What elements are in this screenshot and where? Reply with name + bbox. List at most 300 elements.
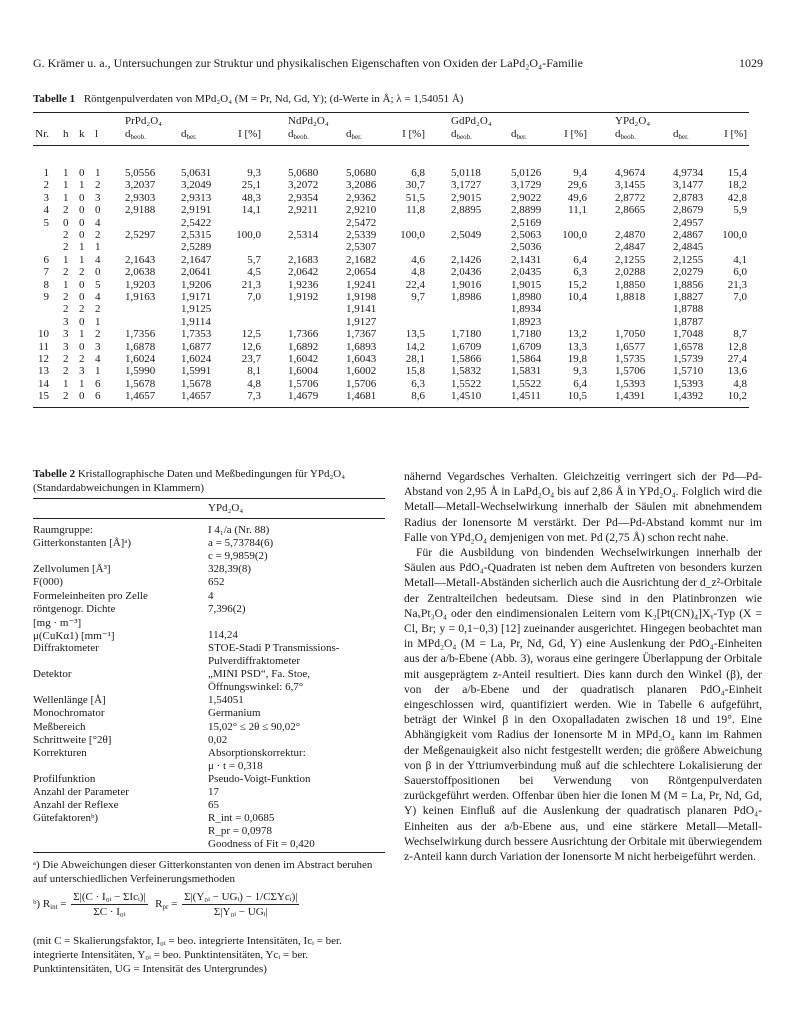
table2-caption-text: Kristallographische Daten und Meßbedingungen für YPd₂O₄ (Standardabweichungen in Klammern) xyxy=(33,468,346,494)
table1-cell: 1,8856 xyxy=(673,278,704,291)
table2-label-cell: Gitterkonstanten [Å]ᵃ) xyxy=(33,537,132,550)
table1-cell: 18,2 xyxy=(727,179,747,192)
table1-cell: 5,9 xyxy=(733,204,747,217)
table1-cell: 1 xyxy=(79,179,85,192)
table1-cell: 1 xyxy=(95,241,101,254)
table1-cell: 3 xyxy=(43,191,49,204)
table1-col-header: h xyxy=(63,128,69,140)
table1-cell: 3 xyxy=(79,365,85,378)
table1-cell: 2 xyxy=(95,229,101,241)
table1-cell: 1,9198 xyxy=(346,291,377,303)
table1-cell: 8,6 xyxy=(411,390,425,403)
table1-col-subscript: ber. xyxy=(186,133,197,141)
table2-caption xyxy=(33,467,383,495)
table2-label-cell: röntgenogr. Dichte xyxy=(33,602,116,615)
table1-cell: 2,1255 xyxy=(673,253,704,266)
body-paragraph-2: Für die Ausbildung von bindenden Wechselwirkungen innerhalb der Säulen aus PdO₄-Quadraten ist neben dem Auftreten von besonders kurzen Metall—Metall-Abständen sicherlich auch die Ausrichtung der d_z²-Orbitale der Zentralteilchen bedeutsam. Diese sind in den Platinbronzen wie NaₓPt₃O₄ oder den eindimensionalen Leitern vom K₂[Pt(CN)₄]Xᵧ-Typ (X = Cl, Br; y = 0,1−0,3) [12] zueinander ausgerichtet. Hingegen beobachtet man in MPd₂O₄ (M = La, Pr, Nd, Gd, Y) eine Auslenkung der PdO₄-Einheiten aus der a/b-Ebene (Abb. 3), woraus eine geringere Überlappung der Orbitale mit ausgeprägtem z-Anteil resultiert. Dies kann durch den Winkel (β), der von der a/b-Ebene und der quadratisch planaren PdO₄-Einheit eingeschlossen wird, quantifiziert werden. Wie in Tabelle 6 aufgeführt, beträgt der Winkel β in den Oxopalladaten zwischen 18 und 19°. Eine Abhängigkeit vom Radius der Ionensorte M in MPd₂O₄ kann im Rahmen der Meßgenauigkeit also nicht festgestellt werden; die größere Abweichung von β in der Yttriumverbindung muß auf die schlechtere Lokalisierung der Sauerstoffpositionen bei Verwendung von Röntgenpulverdaten zurückgeführt werden. Offenbar üben hier die Ionen M (M = La, Pr, Nd, Gd, Y) keinen Einfluß auf die Auslenkung der quadratisch planaren PdO₄-Einheiten aus der a/b-Ebene aus, und eine stärkere Metall—Metall-Wechselwirkung durch bessere Ausrichtung der Orbitale mit überwiegendem z-Anteil kann durch Variation der Ionensorte M nicht herbeigeführt werden. xyxy=(404,546,762,864)
table1-cell: 2,9313 xyxy=(181,191,212,204)
table1-cell: 51,5 xyxy=(405,191,425,204)
table1-cell: 7 xyxy=(43,266,49,279)
table1-cell: 3,2072 xyxy=(288,179,319,192)
table1-cell: 1 xyxy=(95,167,101,179)
table1-cell: 8 xyxy=(43,278,49,291)
table1-col-subscript: beob. xyxy=(456,133,472,141)
table1-cell: 3 xyxy=(95,340,101,353)
table1-cell: 12 xyxy=(38,353,49,365)
table1-cell: 1,9236 xyxy=(288,278,319,291)
table1-cell: 2 xyxy=(79,266,85,279)
table1-cell: 2,0641 xyxy=(181,266,212,279)
table1-col-header: $d_{beob.}$ xyxy=(615,128,636,141)
table1-cell: 2,0435 xyxy=(511,266,542,279)
table1-cell: 2 xyxy=(63,390,69,403)
table1-cell: 6 xyxy=(95,377,101,390)
table1-cell: 2,9191 xyxy=(181,204,212,217)
table1-cell: 1,6709 xyxy=(451,340,482,353)
table1-col-subscript: ber. xyxy=(516,133,527,141)
table1-cell: 1 xyxy=(63,278,69,291)
table1-cell: 1,4681 xyxy=(346,390,377,403)
table1-cell: 1 xyxy=(79,328,85,341)
table1-cell: 1 xyxy=(63,191,69,204)
table1-cell: 3,1727 xyxy=(451,179,482,192)
table1-cell: 13,5 xyxy=(405,328,425,341)
table1-cell: 2,5289 xyxy=(181,241,212,254)
table1-cell: 1,5522 xyxy=(451,377,482,390)
table1-cell: 100,0 xyxy=(722,229,747,241)
table1-cell: 9 xyxy=(43,291,49,303)
table1-cell: 2,5297 xyxy=(125,229,156,241)
table1-cell: 6,4 xyxy=(573,253,587,266)
table1-bottom-rule xyxy=(33,407,749,408)
table1-cell: 1,7356 xyxy=(125,328,156,341)
footnote-b-formula: ᵇ) $R_{int}$ = $\frac{\text{Σ|(C · I₀ᵢ − ΣIcᵢ)|}}{\text{ΣC · I₀ᵢ}}$ $R_{pr}$ = $\frac{\text{Σ|(Y₀ᵢ − UGᵢ) − 1/CΣYcᵢ)|}}{\text{Σ|Y₀ᵢ − UGᵢ|}}$ xyxy=(33,891,298,918)
table1-cell: 1,4391 xyxy=(615,390,646,403)
table1-cell: 1,9016 xyxy=(451,278,482,291)
table1-cell: 5 xyxy=(95,278,101,291)
table1-cell: 1,7353 xyxy=(181,328,212,341)
table1-cell: 2,1426 xyxy=(451,253,482,266)
table1-cell: 29,6 xyxy=(567,179,587,192)
table1-cell: 1,9206 xyxy=(181,278,212,291)
table1-col-subscript: ber. xyxy=(678,133,689,141)
table1-cell: 2,5307 xyxy=(346,241,377,254)
table1-cell: 9,3 xyxy=(247,167,261,179)
table1-cell: 19,8 xyxy=(567,353,587,365)
table1-cell: 2 xyxy=(63,229,69,241)
table2-value-cell: R_int = 0,0685 xyxy=(208,812,275,825)
table2-value-cell: 652 xyxy=(208,576,225,589)
table1-cell: 2,1255 xyxy=(615,253,646,266)
table1-cell: 1,5706 xyxy=(615,365,646,378)
table1-cell: 1 xyxy=(79,241,85,254)
table1-cell: 1,6893 xyxy=(346,340,377,353)
table1-cell: 1,8980 xyxy=(511,291,542,303)
table1-cell: 2 xyxy=(63,353,69,365)
table2-value-cell: 114,24 xyxy=(208,628,238,641)
table1-cell: 1,9141 xyxy=(346,303,377,316)
table1-cell: 49,6 xyxy=(567,191,587,204)
table2-label-cell: Formeleinheiten pro Zelle xyxy=(33,589,148,602)
table1-cell: 1,5735 xyxy=(615,353,646,365)
table1-cell: 2,9303 xyxy=(125,191,156,204)
table1-cell: 11,8 xyxy=(406,204,425,217)
table1-cell: 1,9127 xyxy=(346,315,377,328)
table1-cell: 2,1682 xyxy=(346,253,377,266)
table1-cell: 2,1643 xyxy=(125,253,156,266)
table2-label-cell: Meßbereich xyxy=(33,720,86,733)
footnote-b-legend: (mit C = Skalierungsfaktor, I₀ᵢ = beo. integrierte Intensitäten, Icᵢ = ber. integrierte Intensitäten, Y₀ᵢ = beo. Punktintensitäten, Ycᵢ = ber. Punktintensitäten, UG = Intensität des Untergrundes) xyxy=(33,935,342,975)
running-header xyxy=(33,56,763,71)
table1-cell: 4,1 xyxy=(733,253,747,266)
table1-cell: 1,6024 xyxy=(125,353,156,365)
table1-cell: 6 xyxy=(43,253,49,266)
table2-value-cell: 7,396(2) xyxy=(208,602,246,615)
table2-header-rule xyxy=(33,518,385,519)
table1-cell: 2 xyxy=(63,365,69,378)
table2-value-cell: Pulverdiffraktometer xyxy=(208,655,301,667)
table2-value-cell: 328,39(8) xyxy=(208,563,252,576)
table1-cell: 1,5678 xyxy=(125,377,156,390)
table1-cell: 48,3 xyxy=(241,191,261,204)
table1-cell: 1,5832 xyxy=(451,365,482,378)
table1-cell: 1,9171 xyxy=(181,291,212,303)
table2-value-cell: c = 9,9859(2) xyxy=(208,550,268,563)
table1-group-header: GdPd₂O₄ xyxy=(451,115,492,127)
table1-cell: 10,5 xyxy=(567,390,587,403)
table1-cell: 5,0556 xyxy=(125,167,156,179)
table1-cell: 0 xyxy=(79,315,85,328)
table2-label-cell: Anzahl der Reflexe xyxy=(33,799,119,812)
table1-cell: 1 xyxy=(43,167,49,179)
table1-cell: 1,6578 xyxy=(673,340,704,353)
table1-cell: 10,2 xyxy=(727,390,747,403)
table1-cell: 1,4392 xyxy=(673,390,704,403)
table1-cell: 1,6878 xyxy=(125,340,156,353)
table1-cell: 3,2037 xyxy=(125,179,156,192)
table2-value-cell: Absorptionskorrektur: xyxy=(208,746,306,759)
table2-value-cell: Pseudo-Voigt-Funktion xyxy=(208,772,311,785)
table1-cell: 2,1647 xyxy=(181,253,212,266)
table1-cell: 2,4847 xyxy=(615,241,646,254)
table1-cell: 2,4957 xyxy=(673,216,704,229)
table1-cell: 1,6024 xyxy=(181,353,212,365)
table1-cell: 5,0126 xyxy=(511,167,542,179)
table1-cell: 1,6892 xyxy=(288,340,319,353)
table1-cell: 3 xyxy=(63,340,69,353)
table1-caption-text: Röntgenpulverdaten von MPd₂O₄ (M = Pr, Nd, Gd, Y); (d-Werte in Å; λ = 1,54051 Å) xyxy=(83,93,464,105)
rpr-fraction: $\frac{\text{Σ|(Y₀ᵢ − UGᵢ) − 1/CΣYcᵢ)|}}{\text{Σ|Y₀ᵢ − UGᵢ|}}$ xyxy=(184,891,298,918)
table1-cell: 15 xyxy=(38,390,49,403)
table2-label-cell: [mg · m⁻³] xyxy=(33,616,82,629)
table1-cell: 1,8986 xyxy=(451,291,482,303)
table1-col-subscript: beob. xyxy=(293,133,309,141)
table1-cell: 12,5 xyxy=(241,328,261,341)
table1-cell: 4 xyxy=(95,216,101,229)
table1-cell: 0 xyxy=(79,191,85,204)
table1-cell: 2 xyxy=(63,266,69,279)
table1-cell: 2,5422 xyxy=(181,216,212,229)
table1-cell: 1,6042 xyxy=(288,353,319,365)
table2-value-cell: „MINI PSD“, Fa. Stoe, xyxy=(208,668,311,681)
table1-cell: 1 xyxy=(95,365,101,378)
table2-value-cell: 1,54051 xyxy=(208,694,244,707)
table1-cell: 4,8 xyxy=(733,377,747,390)
table1-cell: 15,8 xyxy=(405,365,425,378)
table2-label-cell: μ(CuKα1) [mm⁻¹] xyxy=(33,629,115,642)
table1-cell: 2,5314 xyxy=(288,229,319,241)
table1-cell: 1,5864 xyxy=(511,353,542,365)
table1-cell: 1,8923 xyxy=(511,315,542,328)
table2-top-rule xyxy=(33,498,385,499)
table1-cell: 100,0 xyxy=(236,229,261,241)
table1-cell: 2,0638 xyxy=(125,266,156,279)
table1-cell: 1,9015 xyxy=(511,278,542,291)
table1-top-rule xyxy=(33,112,749,113)
table1-cell: 7,3 xyxy=(247,390,261,403)
table1-cell: 1,7367 xyxy=(346,328,377,341)
table1-cell: 2,5315 xyxy=(181,229,212,241)
table1-cell: 1,8787 xyxy=(673,315,704,328)
table1-cell: 1,5393 xyxy=(615,377,646,390)
table1-cell: 2,9211 xyxy=(288,204,318,217)
table1-cell: 7,0 xyxy=(733,291,747,303)
table1-cell: 0 xyxy=(79,390,85,403)
table1-col-header: I [%] xyxy=(724,128,747,140)
table1-cell: 6,0 xyxy=(733,266,747,279)
table1-cell: 1,6877 xyxy=(181,340,212,353)
table1-cell: 5,0631 xyxy=(181,167,212,179)
table1-cell: 1,9114 xyxy=(181,315,211,328)
table1-cell: 1,9125 xyxy=(181,303,212,316)
table1-cell: 1,7048 xyxy=(673,328,704,341)
table1-cell: 5,0680 xyxy=(346,167,377,179)
table1-cell: 2 xyxy=(63,241,69,254)
table1-cell: 15,4 xyxy=(727,167,747,179)
table2-value-cell: Germanium xyxy=(208,707,261,720)
table2-value-cell: 4 xyxy=(208,589,214,602)
table2-label-cell: Monochromator xyxy=(33,707,105,720)
table1-cell: 15,2 xyxy=(567,278,587,291)
table1-cell: 0 xyxy=(79,291,85,303)
table1-cell: 1,6043 xyxy=(346,353,377,365)
table1-col-header: $d_{beob.}$ xyxy=(451,128,472,141)
table2-value-cell: 0,02 xyxy=(208,733,228,746)
table1-cell: 2 xyxy=(63,204,69,217)
table1-cell: 1,5393 xyxy=(673,377,704,390)
table1-cell: 1,4657 xyxy=(181,390,212,403)
table1-cell: 2,0436 xyxy=(451,266,482,279)
table1-cell: 2,8895 xyxy=(451,204,482,217)
rint-fraction: $\frac{\text{Σ|(C · I₀ᵢ − ΣIcᵢ)|}}{\text{ΣC · I₀ᵢ}}$ xyxy=(73,891,146,918)
table1-cell: 11 xyxy=(38,340,49,353)
table1-cell: 5,0680 xyxy=(288,167,319,179)
table1-cell: 0 xyxy=(63,216,69,229)
table1-col-header: $d_{ber.}$ xyxy=(346,128,362,141)
table1-cell: 2,4870 xyxy=(615,229,646,241)
table1-cell: 2,5169 xyxy=(511,216,542,229)
table1-cell: 13,6 xyxy=(727,365,747,378)
table1-cell: 4,8 xyxy=(411,266,425,279)
table1-cell: 2,9210 xyxy=(346,204,377,217)
table1-col-header: $d_{beob.}$ xyxy=(125,128,146,141)
table1-cell: 3,1477 xyxy=(673,179,704,192)
table2-value-cell: Öffnungswinkel: 6,7° xyxy=(208,681,304,694)
table1-cell: 1 xyxy=(63,167,69,179)
table1-cell: 6,8 xyxy=(411,167,425,179)
table1-cell: 2,8679 xyxy=(673,204,704,217)
table1-cell: 2,9362 xyxy=(346,191,377,204)
table2-value-cell: 15,02° ≤ 2θ ≤ 90,02° xyxy=(208,720,301,733)
table1-cell: 1,8850 xyxy=(615,278,646,291)
table1-cell: 1 xyxy=(95,315,101,328)
table1-cell: 100,0 xyxy=(400,229,425,241)
table1-col-header: Nr. xyxy=(35,128,49,140)
table1-cell: 2,9354 xyxy=(288,191,319,204)
table1-cell: 1,7366 xyxy=(288,328,319,341)
table1-cell: 9,4 xyxy=(573,167,587,179)
table1-cell: 14,2 xyxy=(405,340,425,353)
table1-cell: 6,4 xyxy=(573,377,587,390)
table1-cell: 1 xyxy=(79,377,85,390)
table1-cell: 5 xyxy=(43,216,49,229)
table1-cell: 1 xyxy=(63,377,69,390)
table1-cell: 2,9022 xyxy=(511,191,542,204)
table1-cell: 2 xyxy=(79,303,85,316)
table2-value-cell: a = 5,73784(6) xyxy=(208,537,274,550)
body-paragraph-1: nähernd Vegardsches Verhalten. Gleichzeitig verringert sich der Pd—Pd-Abstand von 2,95 Å in LaPd₂O₄ bis auf 2,86 Å in YPd₂O₄. Folglich wird die Metall—Metall-Wechselwirkung innerhalb der Säulen mit abnehmendem Radius der Ionensorte M verstärkt. Der Pd—Pd-Abstand kommt nur im Falle von YPd₂O₄ demjenigen von met. Pd (2,75 Å) schon recht nahe. xyxy=(404,470,762,544)
table1-cell: 0 xyxy=(79,216,85,229)
table1-cell: 14,1 xyxy=(241,204,261,217)
page-number: 1029 xyxy=(739,56,763,70)
table2-value-cell: I 4₁/a (Nr. 88) xyxy=(208,524,270,536)
table1-cell: 3,1455 xyxy=(615,179,646,192)
table1-cell: 23,7 xyxy=(241,353,261,365)
table1-cell: 13,3 xyxy=(567,340,587,353)
table1-col-header: l xyxy=(95,128,99,140)
table1-cell: 30,7 xyxy=(405,179,425,192)
table2-label-cell: Anzahl der Parameter xyxy=(33,786,129,798)
table1-cell: 2 xyxy=(95,179,101,192)
table1-cell: 7,0 xyxy=(247,291,261,303)
table1-cell: 3 xyxy=(63,315,69,328)
table1-cell: 13 xyxy=(38,365,49,378)
table1-cell: 2,0288 xyxy=(615,266,646,279)
table1-col-header: $d_{beob.}$ xyxy=(288,128,309,141)
table1-cell: 4 xyxy=(43,204,49,217)
table1-cell: 6,3 xyxy=(411,377,425,390)
table1-cell: 2,0654 xyxy=(346,266,377,279)
table1-cell: 2,0279 xyxy=(673,266,704,279)
table2-label-cell: Profilfunktion xyxy=(33,772,96,785)
table1-cell: 2,4845 xyxy=(673,241,704,254)
table1-col-header: k xyxy=(79,128,85,140)
table1-cell: 4 xyxy=(95,291,101,303)
table1-cell: 1,5991 xyxy=(181,365,212,378)
table1-cell: 5,0118 xyxy=(451,167,481,179)
table1-cell: 1 xyxy=(63,253,69,266)
table1-cell: 2,5339 xyxy=(346,229,377,241)
table2-label-cell: Zellvolumen [Å³] xyxy=(33,563,111,576)
table2-label: Tabelle 2 xyxy=(33,468,76,480)
table2-value-cell: μ · t = 0,318 xyxy=(208,759,263,772)
table1-cell: 2,5063 xyxy=(511,229,542,241)
table1-cell: 42,8 xyxy=(727,191,747,204)
table1-cell: 2,5472 xyxy=(346,216,377,229)
table1-caption xyxy=(33,93,463,105)
table2-label-cell: Raumgruppe: xyxy=(33,524,93,536)
table1-cell: 2,8899 xyxy=(511,204,542,217)
table1-cell: 21,3 xyxy=(241,278,261,291)
table1-cell: 2 xyxy=(63,291,69,303)
table1-cell: 22,4 xyxy=(405,278,425,291)
table1-cell: 9,7 xyxy=(411,291,425,303)
table1-col-header: I [%] xyxy=(402,128,425,140)
table2-label-cell: Detektor xyxy=(33,668,72,681)
table1-cell: 4 xyxy=(95,253,101,266)
table1-cell: 1,9192 xyxy=(288,291,319,303)
table1-group-header: YPd₂O₄ xyxy=(615,115,651,127)
table1-cell: 2 xyxy=(95,303,101,316)
table1-cell: 14 xyxy=(38,377,49,390)
table1-cell: 2,5036 xyxy=(511,241,542,254)
table1-cell: 6,3 xyxy=(573,266,587,279)
table2-value-cell: 65 xyxy=(208,799,219,812)
table1-cell: 1,7050 xyxy=(615,328,646,341)
table1-cell: 1,5831 xyxy=(511,365,542,378)
table1-cell: 0 xyxy=(79,278,85,291)
table1-cell: 4,9674 xyxy=(615,167,646,179)
table1-cell: 1,5710 xyxy=(673,365,704,378)
table1-cell: 2,8665 xyxy=(615,204,646,217)
table1-cell: 3 xyxy=(63,328,69,341)
table1-cell: 1,6709 xyxy=(511,340,542,353)
table1-cell: 1,4657 xyxy=(125,390,156,403)
table1-cell: 0 xyxy=(95,204,101,217)
table1-label: Tabelle 1 xyxy=(33,93,76,105)
table1-cell: 1,5522 xyxy=(511,377,542,390)
table1-cell: 1,7180 xyxy=(451,328,482,341)
table2-label-cell: Schrittweite [°2θ] xyxy=(33,733,112,746)
table1-cell: 0 xyxy=(95,266,101,279)
table1-cell: 4,6 xyxy=(411,253,425,266)
table2-label-cell: Gütefaktorenᵇ) xyxy=(33,812,99,825)
table1-cell: 2,9015 xyxy=(451,191,482,204)
table1-cell: 1 xyxy=(79,253,85,266)
table1-cell: 1,5706 xyxy=(346,377,377,390)
table1-cell: 6 xyxy=(95,390,101,403)
table1-cell: 13,2 xyxy=(567,328,587,341)
table1-cell: 28,1 xyxy=(405,353,425,365)
table1-cell: 1,6004 xyxy=(288,365,319,378)
table1-col-header: $d_{ber.}$ xyxy=(511,128,527,141)
table1-group-header: PrPd₂O₄ xyxy=(125,115,163,127)
table2-label-cell: Diffraktometer xyxy=(33,641,99,654)
table1-cell: 3,2049 xyxy=(181,179,212,192)
table1-group-header: NdPd₂O₄ xyxy=(288,115,329,127)
table2-value-cell: 17 xyxy=(208,786,219,798)
table2-value-cell: Goodness of Fit = 0,420 xyxy=(208,838,315,851)
table1-cell: 2,8783 xyxy=(673,191,704,204)
table1-cell: 2 xyxy=(95,328,101,341)
footnote-a: ᵃ) Die Abweichungen dieser Gitterkonstanten von denen im Abstract beruhen auf unterschiedlichen Verfeinerungsmethoden xyxy=(33,859,373,885)
table1-cell: 1 xyxy=(63,179,69,192)
table1-cell: 0 xyxy=(79,167,85,179)
table1-cell: 10,4 xyxy=(567,291,587,303)
table1-col-header: I [%] xyxy=(238,128,261,140)
table1-col-subscript: beob. xyxy=(130,133,146,141)
table1-cell: 1,9163 xyxy=(125,291,156,303)
